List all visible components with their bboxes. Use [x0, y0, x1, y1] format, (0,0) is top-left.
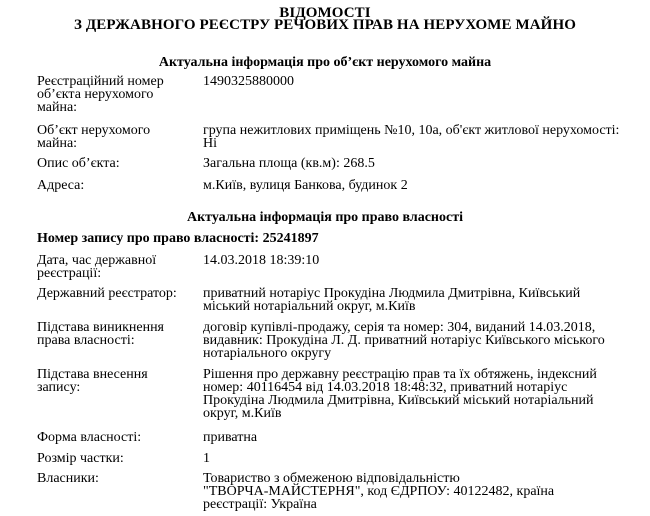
field-value: м.Київ, вулиця Банкова, будинок 2	[203, 178, 408, 193]
field-label: Розмір частки:	[37, 451, 124, 466]
field-value: група нежитлових приміщень №10, 10а, об'єкт житлової нерухомості: Ні	[203, 123, 620, 151]
field-label: Підстава виникнення права власності:	[37, 320, 164, 348]
field-label: Підстава внесення запису:	[37, 367, 148, 395]
field-value: Загальна площа (кв.м): 268.5	[203, 156, 375, 171]
field-value: приватний нотаріус Прокудіна Людмила Дмитрівна, Київський міський нотаріальний округ, м.Київ	[203, 286, 581, 314]
field-label: Адреса:	[37, 178, 85, 193]
field-value: 14.03.2018 18:39:10	[203, 253, 320, 268]
object-section-heading: Актуальна інформація про об’єкт нерухомого майна	[158, 55, 492, 70]
document-title: ВІДОМОСТІ	[279, 5, 371, 21]
field-value: Товариство з обмеженою відповідальністю "ТВОРЧА-МАЙСТЕРНЯ", код ЄДРПОУ: 40122482, країна реєстрації: Україна	[203, 471, 555, 512]
field-label: Форма власності:	[37, 430, 142, 445]
field-label: Реєстраційний номер об’єкта нерухомого майна:	[37, 74, 164, 115]
ownership-record-number: Номер запису про право власності: 25241897	[37, 231, 319, 246]
field-value: 1	[203, 451, 210, 466]
field-label: Об’єкт нерухомого майна:	[37, 123, 151, 151]
field-value: 1490325880000	[203, 74, 294, 89]
field-label: Власники:	[37, 471, 99, 486]
document-subtitle: З ДЕРЖАВНОГО РЕЄСТРУ РЕЧОВИХ ПРАВ НА НЕРУХОМЕ МАЙНО	[73, 17, 576, 33]
field-label: Опис об’єкта:	[37, 156, 120, 171]
field-value: договір купівлі-продажу, серія та номер: 304, виданий 14.03.2018, видавник: Прокудіна Л. Д. приватний нотаріус Київського міського нотаріального округу	[203, 320, 605, 361]
field-value: приватна	[203, 430, 258, 445]
field-value: Рішення про державну реєстрацію прав та їх обтяжень, індексний номер: 40116454 від 14.03.2018 18:48:32, приватний нотаріус Прокудіна Людмила Дмитрівна, Київський міський нотаріальний округ, м.Київ	[203, 367, 597, 421]
field-label: Дата, час державної реєстрації:	[37, 253, 157, 281]
field-label: Державний реєстратор:	[37, 286, 177, 301]
ownership-section-heading: Актуальна інформація про право власності	[187, 210, 463, 225]
